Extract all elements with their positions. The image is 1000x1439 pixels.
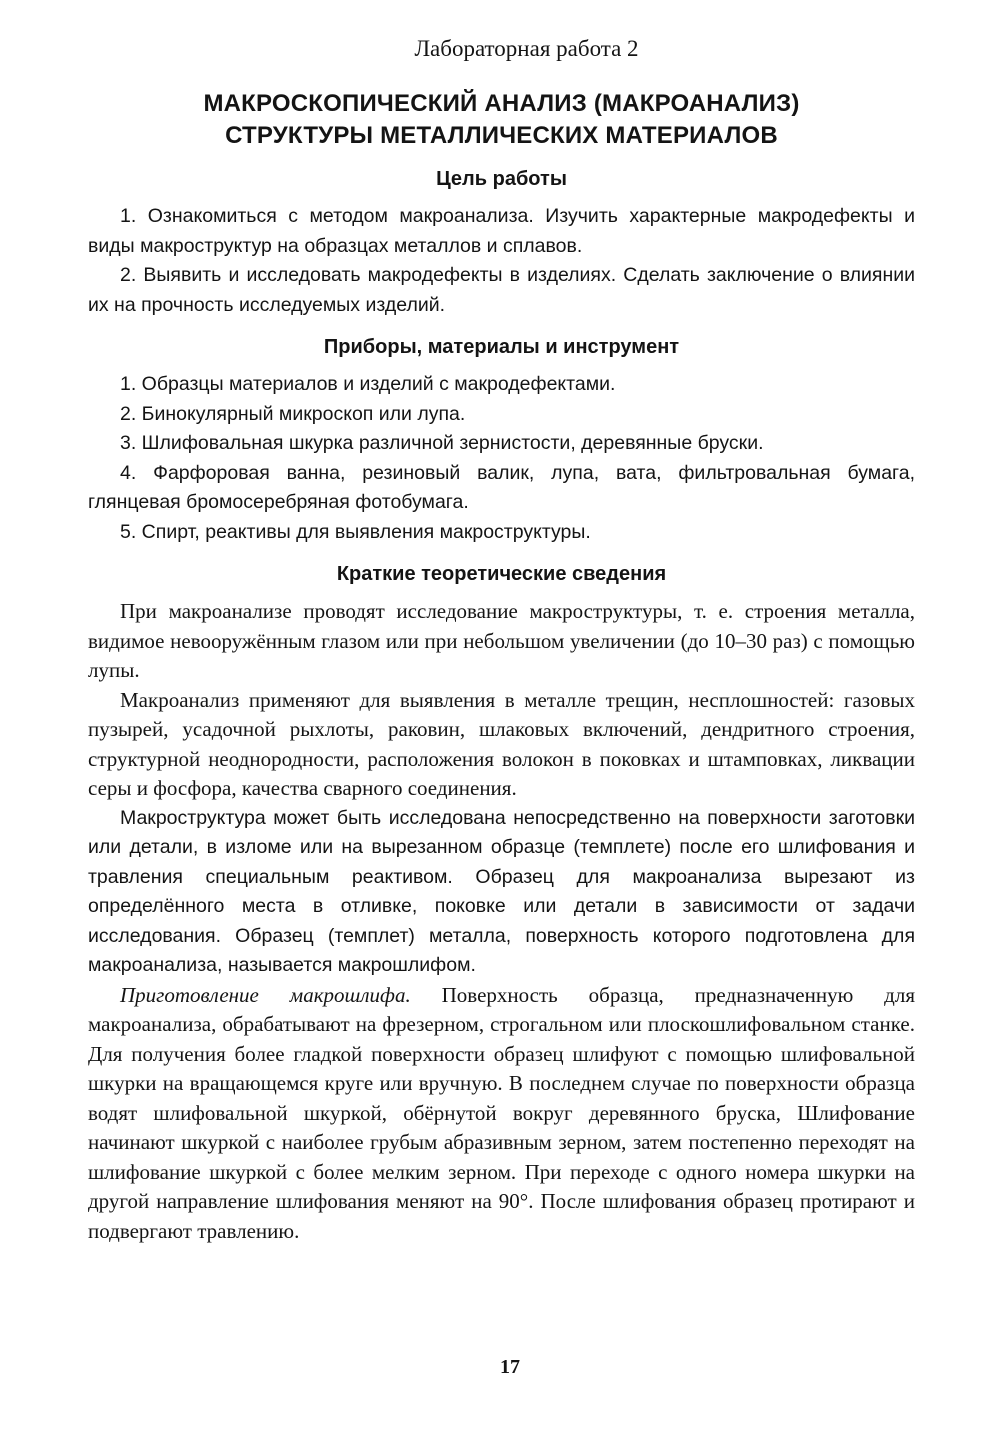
theory-heading: Краткие теоретические сведения (336, 563, 667, 585)
equipment-item: 4. Фарфоровая ванна, резиновый валик, лупа, вата, фильтровальная бумага, глянцевая бромосеребряная фотобумага. (88, 461, 915, 513)
goal-item: 2. Выявить и исследовать макродефекты в изделиях. Сделать заключение о влиянии их на прочность исследуемых изделий. (88, 264, 915, 316)
goal-item: 1. Ознакомиться с методом макроанализа. Изучить характерные макродефекты и виды макроструктур на образцах металлов и сплавов. (88, 205, 915, 257)
theory-paragraph: Макроанализ применяют для выявления в металле трещин, несплошностей: газовых пузырей, усадочной рыхлоты, раковин, шлаковых включений, дендритного строения, структурной неоднородности, расположения волокон в поковках и штамповках, ликвации серы и фосфора, качества сварного соединения. (88, 687, 915, 800)
goal-heading: Цель работы (436, 168, 567, 190)
page-number: 17 (500, 1356, 520, 1378)
running-header: Лабораторная работа 2 (414, 36, 639, 61)
theory-paragraph: При макроанализе проводят исследование макроструктуры, т. е. строения металла, видимое невооружённым глазом или при небольшом увеличении (до 10–30 раз) с помощью лупы. (88, 599, 915, 682)
equipment-item: 2. Бинокулярный микроскоп или лупа. (120, 402, 466, 425)
title-line-2: СТРУКТУРЫ МЕТАЛЛИЧЕСКИХ МАТЕРИАЛОВ (225, 122, 778, 149)
page-title (88, 88, 915, 152)
title-line-1: МАКРОСКОПИЧЕСКИЙ АНАЛИЗ (МАКРОАНАЛИЗ) (203, 90, 800, 117)
theory-paragraph-preparation (88, 981, 915, 1247)
equipment-item: 1. Образцы материалов и изделий с макродефектами. (120, 373, 616, 395)
equipment-heading: Приборы, материалы и инструмент (323, 336, 680, 358)
preparation-lead: Приготовление макрошлифа. (120, 982, 411, 1007)
theory-paragraph: Макроструктура может быть исследована непосредственно на поверхности заготовки или детали, в изломе или на вырезанном образце (темплете) после его шлифования и травления специальным реактивом. Образец для макроанализа вырезают из определённого места в отливке, поковке или детали в зависимости от задачи исследования. Образец (темплет) металла, поверхность которого подготовлена для макроанализа, называется макрошлифом. (88, 806, 915, 976)
equipment-item: 3. Шлифовальная шкурка различной зернистости, деревянные бруски. (120, 432, 764, 454)
preparation-text: Поверхность образца, предназначенную для макроанализа, обрабатывают на фрезерном, строгальном или плоскошлифовальном станке. Для получения более гладкой поверхности образец шлифуют с помощью шлифовальной шкурки на вращающемся круге или вручную. В последнем случае по поверхности образца водят шлифовальной шкуркой, обёрнутой вокруг деревянного бруска, Шлифование начинают шкуркой с наиболее грубым абразивным зерном, затем постепенно переходят на шлифование шкуркой с более мелким зерном. При переходе с одного номера шкурки на другой направление шлифования меняют на 90°. После шлифования образец протирают и подвергают травлению. (88, 982, 916, 1243)
equipment-item: 5. Спирт, реактивы для выявления макроструктуры. (120, 520, 591, 543)
